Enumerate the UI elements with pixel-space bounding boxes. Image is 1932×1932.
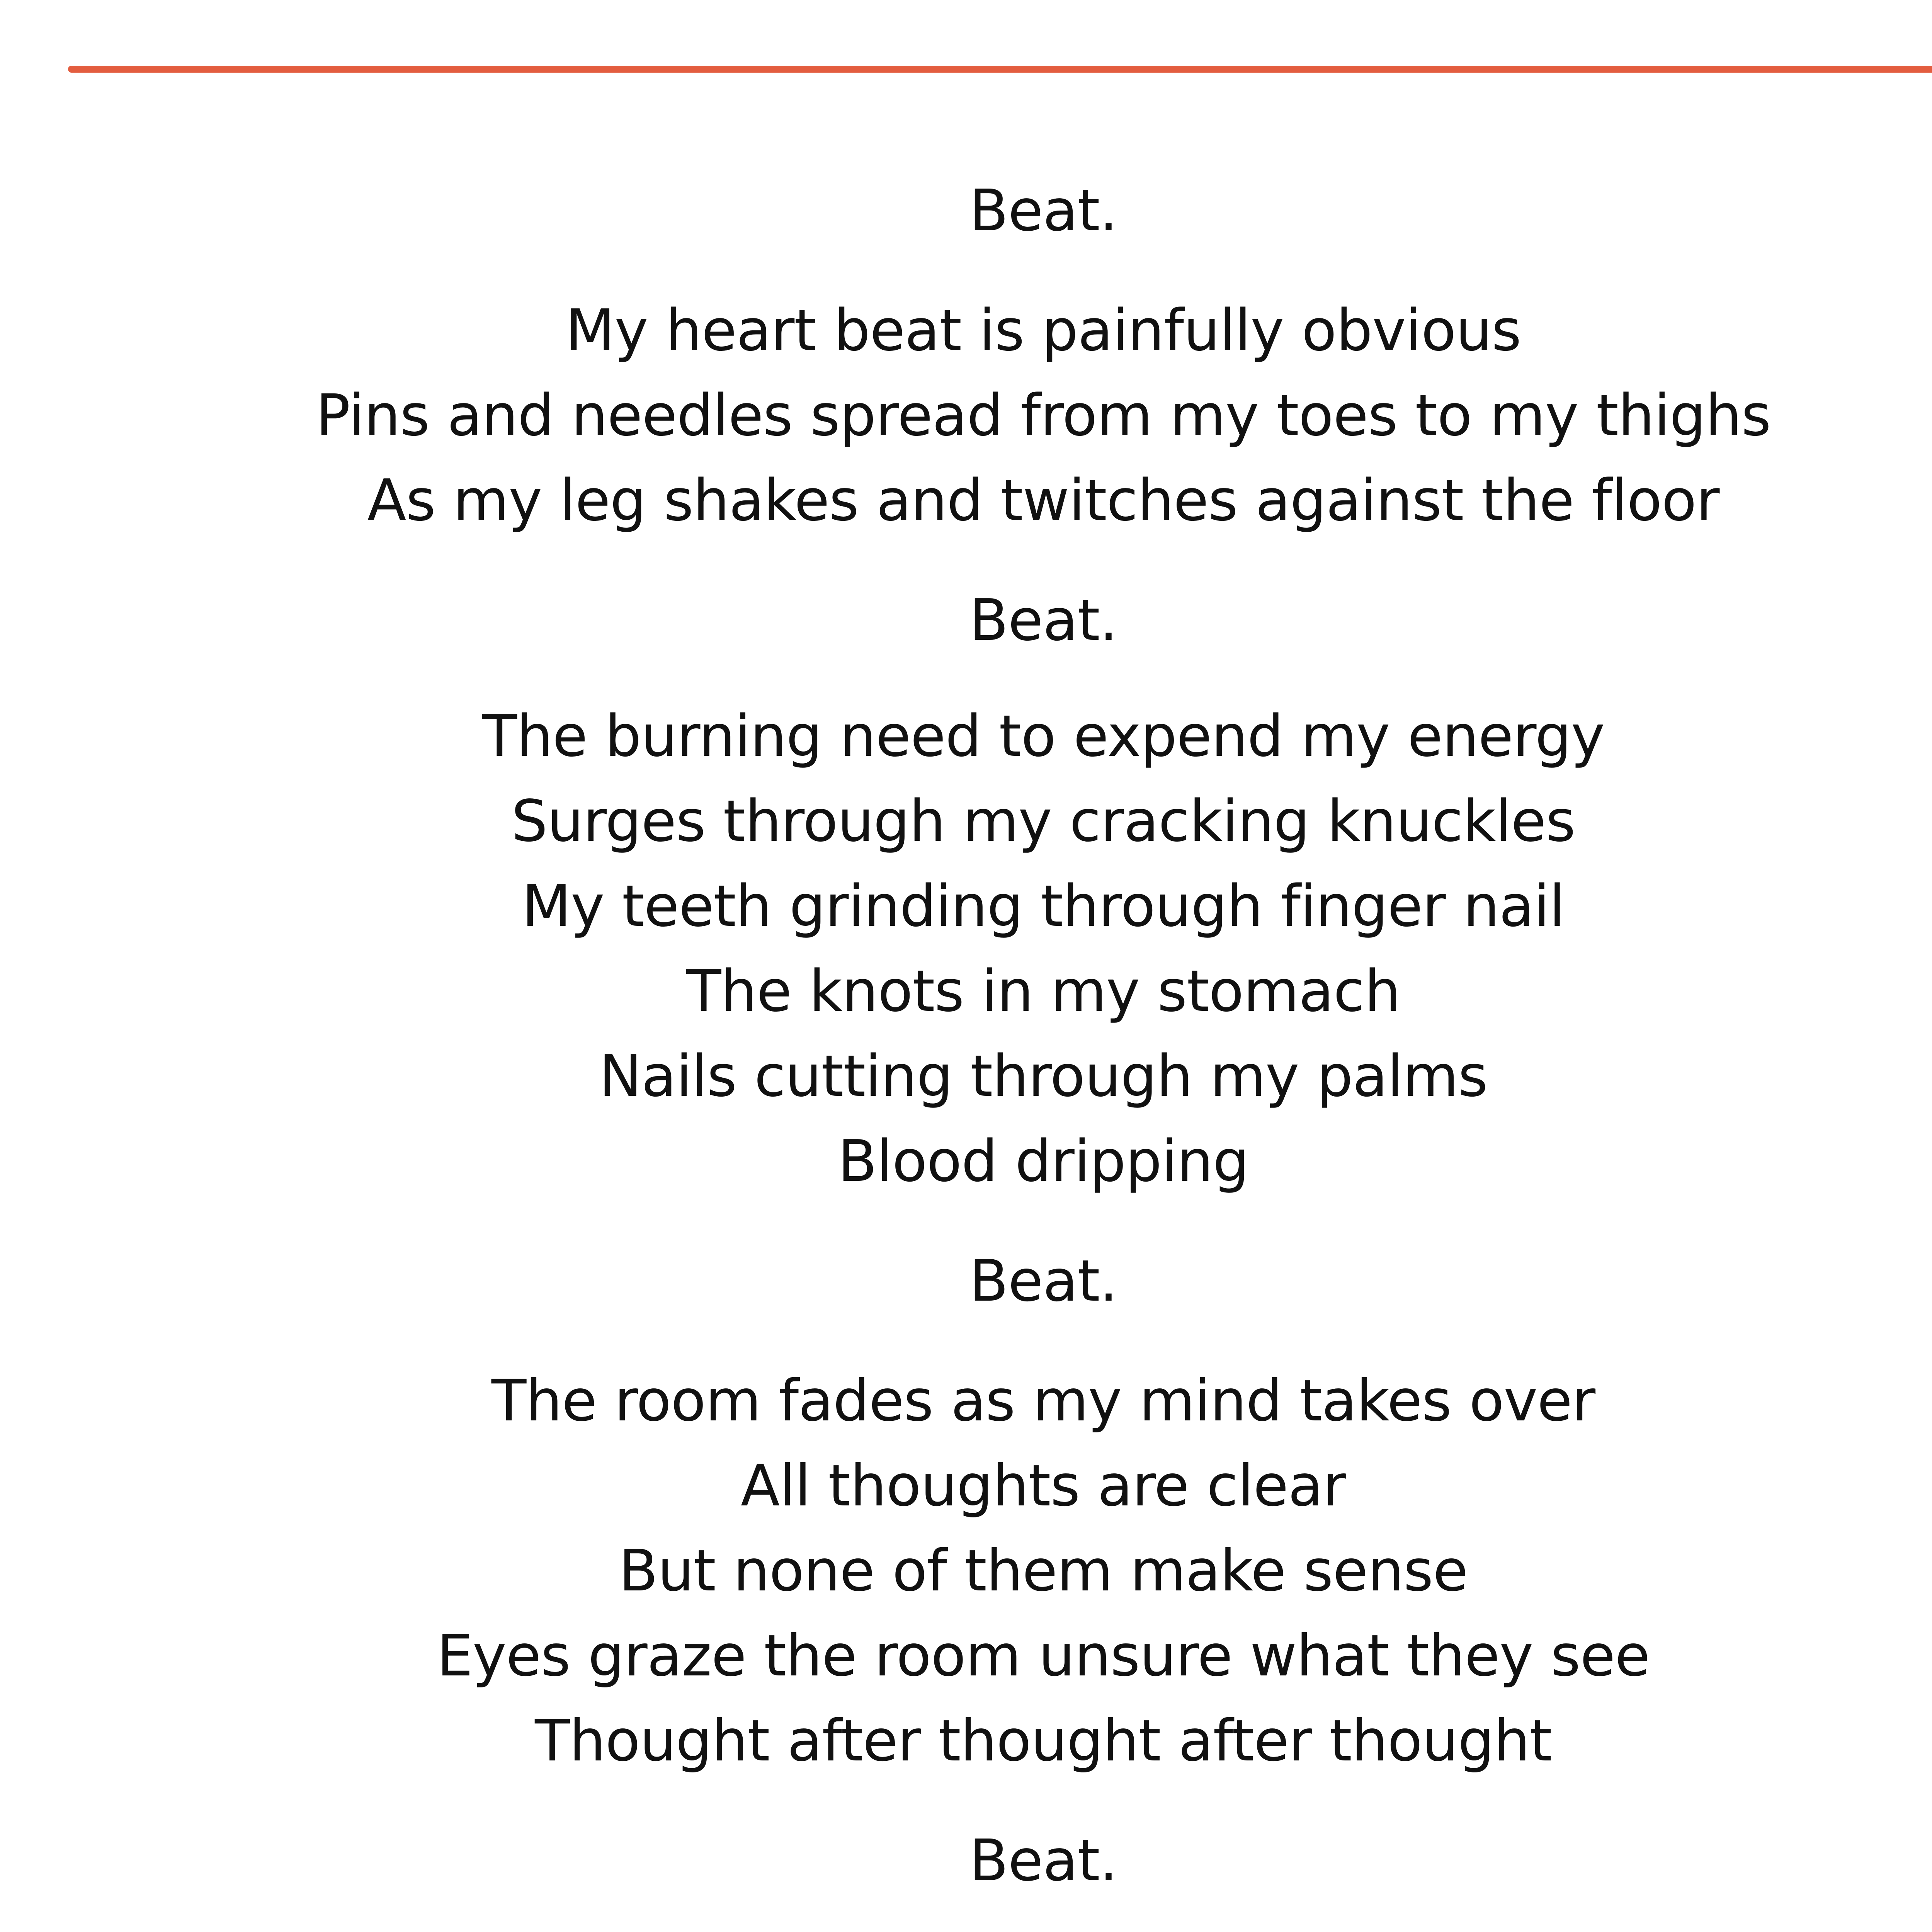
poem-line: Beat. — [969, 587, 1117, 653]
poem-line: The room fades as my mind takes over — [491, 1367, 1595, 1434]
poem-line: All thoughts are clear — [740, 1452, 1346, 1519]
poem-line: Thought after thought after thought — [535, 1708, 1552, 1774]
poem-line: My teeth grinding through finger nail — [522, 873, 1565, 939]
poem-line: Surges through my cracking knuckles — [511, 788, 1575, 854]
poem-line: Beat. — [969, 1248, 1117, 1314]
poem-line: Nails cutting through my palms — [599, 1043, 1488, 1109]
poem-line: My heart beat is painfully obvious — [565, 297, 1521, 364]
poem-line: The knots in my stomach — [686, 958, 1401, 1024]
poem-line: As my leg shakes and twitches against the floor — [367, 467, 1719, 534]
poem-line: Beat. — [969, 177, 1117, 244]
poem-line: But none of them make sense — [619, 1537, 1468, 1604]
poem-line: Pins and needles spread from my toes to my thighs — [316, 382, 1771, 449]
poem-line: The burning need to expend my energy — [482, 703, 1605, 769]
poem-line: Blood dripping — [838, 1128, 1249, 1194]
poem-line: Beat. — [969, 1827, 1117, 1894]
poem-line: Eyes graze the room unsure what they see — [437, 1622, 1650, 1689]
